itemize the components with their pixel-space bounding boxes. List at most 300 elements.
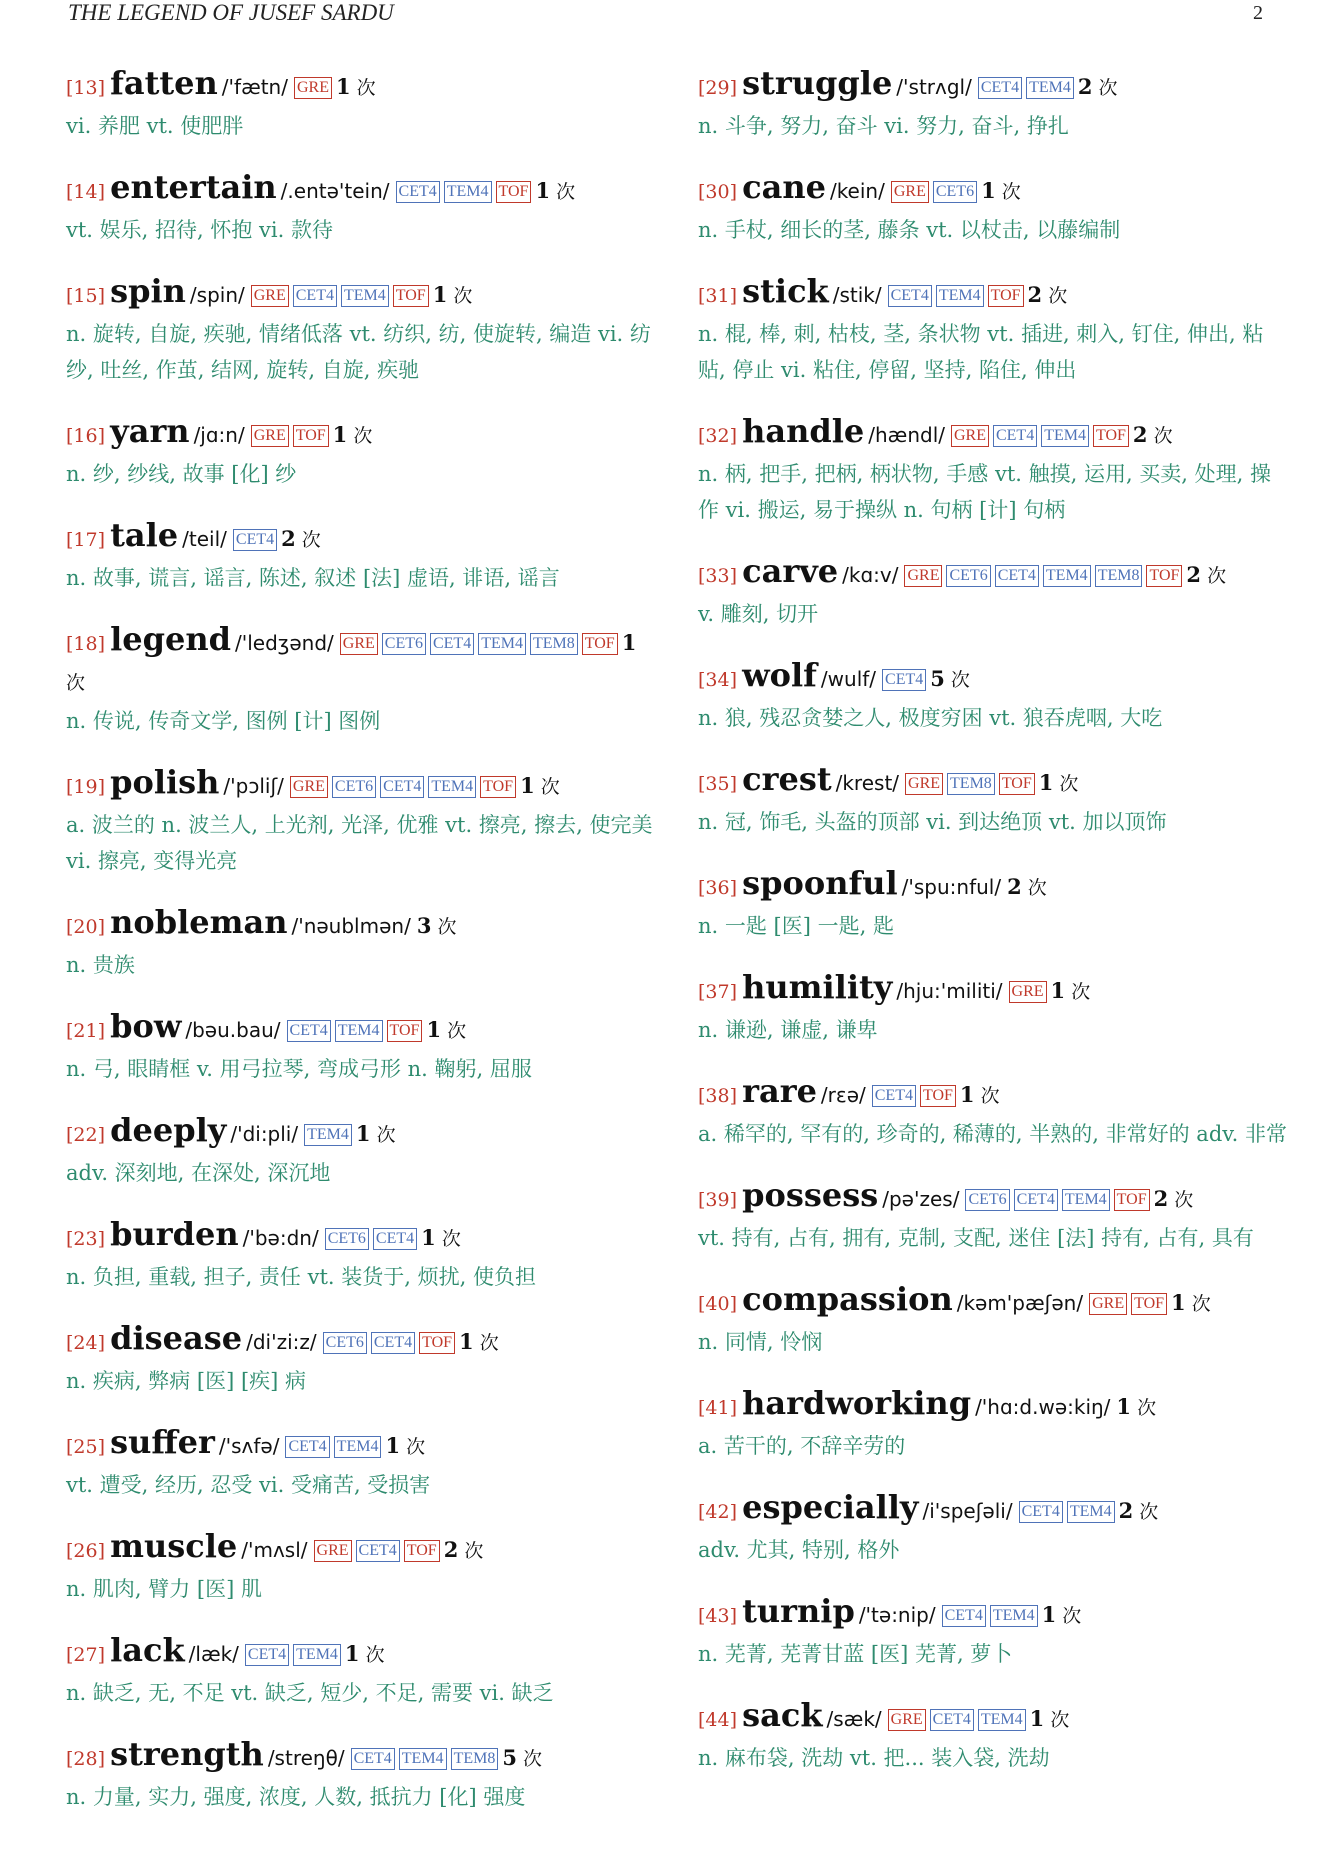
- phonetic: /spin/: [189, 283, 245, 307]
- definition: n. 缺乏, 无, 不足 vt. 缺乏, 短少, 不足, 需要 vi. 缺乏: [66, 1681, 554, 1705]
- definition: n. 故事, 谎言, 谣言, 陈述, 叙述 [法] 虚语, 诽语, 谣言: [66, 566, 560, 590]
- count-suffix: 次: [356, 77, 376, 99]
- occurrence-count: [332, 422, 373, 447]
- definition: vt. 娱乐, 招待, 怀抱 vi. 款待: [66, 218, 333, 242]
- definition: vi. 养肥 vt. 使肥胖: [66, 114, 244, 138]
- entry-headline: [66, 1631, 656, 1675]
- entry-headline: [66, 1423, 656, 1467]
- headword: fatten: [110, 64, 218, 102]
- count-suffix: 次: [1050, 1709, 1070, 1731]
- entry-index: [15]: [66, 285, 106, 307]
- exam-tag: CET4: [287, 1020, 331, 1042]
- headword: nobleman: [110, 903, 288, 941]
- entry-headline: [66, 1735, 656, 1779]
- entry-headline: [698, 1072, 1288, 1116]
- occurrence-count: [355, 1121, 396, 1146]
- exam-tag: CET4: [356, 1540, 400, 1562]
- exam-tag: TOF: [293, 425, 329, 447]
- occurrence-count: [335, 74, 376, 99]
- count-suffix: 次: [1071, 981, 1091, 1003]
- vocab-entry: [66, 516, 656, 596]
- entry-index: [25]: [66, 1436, 106, 1458]
- exam-tag: CET4: [430, 633, 474, 655]
- entry-headline: [66, 1215, 656, 1259]
- phonetic: /stik/: [832, 283, 882, 307]
- count-suffix: 次: [66, 672, 86, 694]
- definition: n. 贵族: [66, 953, 135, 977]
- entry-index: [43]: [698, 1605, 738, 1627]
- definition: adv. 尤其, 特别, 格外: [698, 1538, 900, 1562]
- phonetic: /i'speʃəli/: [922, 1499, 1013, 1523]
- occurrence-count: [344, 1641, 385, 1666]
- vocab-entry: [698, 1072, 1288, 1152]
- headword: especially: [742, 1488, 919, 1526]
- phonetic: /sæk/: [826, 1707, 882, 1731]
- entry-headline: [698, 968, 1288, 1012]
- count-suffix: 次: [523, 1748, 543, 1770]
- count-suffix: 次: [1098, 77, 1118, 99]
- exam-tag: TEM8: [1095, 565, 1143, 587]
- entry-headline: [698, 552, 1288, 596]
- occurrence-count: [1041, 1602, 1082, 1627]
- phonetic: /læk/: [188, 1642, 239, 1666]
- count-number: 1: [1038, 770, 1054, 795]
- headword: sack: [742, 1696, 823, 1734]
- entry-headline: [66, 1007, 656, 1051]
- entry-headline: [698, 1280, 1288, 1324]
- count-number: 3: [416, 913, 432, 938]
- count-suffix: 次: [376, 1124, 396, 1146]
- exam-tag: CET6: [323, 1332, 367, 1354]
- phonetic: /'pɔliʃ/: [223, 774, 284, 798]
- occurrence-count: [459, 1329, 499, 1354]
- count-number: 1: [355, 1121, 371, 1146]
- exam-tag: CET4: [396, 181, 440, 203]
- phonetic: /teil/: [182, 527, 227, 551]
- phonetic: /'hɑ:d.wə:kiŋ/: [975, 1395, 1111, 1419]
- entry-headline: [698, 412, 1288, 456]
- count-suffix: 次: [556, 181, 576, 203]
- count-suffix: 次: [437, 916, 457, 938]
- count-number: 2: [1077, 74, 1093, 99]
- occurrence-count: [416, 913, 457, 938]
- headword: yarn: [110, 412, 190, 450]
- exam-tag: GRE: [1089, 1293, 1127, 1315]
- entry-index: [40]: [698, 1293, 738, 1315]
- entry-index: [37]: [698, 981, 738, 1003]
- vocab-entry: [698, 272, 1288, 388]
- count-suffix: 次: [441, 1228, 461, 1250]
- occurrence-count: [1116, 1394, 1157, 1419]
- definition: n. 斗争, 努力, 奋斗 vi. 努力, 奋斗, 挣扎: [698, 114, 1069, 138]
- vocab-entry: [698, 1696, 1288, 1776]
- definition: n. 芜菁, 芜菁甘蓝 [医] 芜菁, 萝卜: [698, 1642, 1013, 1666]
- entry-index: [13]: [66, 77, 106, 99]
- vocab-entry: [698, 1176, 1288, 1256]
- headword: rare: [742, 1072, 817, 1110]
- vocab-entry: [66, 1631, 656, 1711]
- exam-tag: TOF: [1131, 1293, 1167, 1315]
- entry-index: [18]: [66, 633, 106, 655]
- phonetic: /kəm'pæʃən/: [956, 1291, 1084, 1315]
- entry-headline: [66, 903, 656, 947]
- count-number: 1: [421, 1225, 436, 1250]
- exam-tag: GRE: [891, 181, 929, 203]
- headword: deeply: [110, 1111, 227, 1149]
- definition: vt. 持有, 占有, 拥有, 克制, 支配, 迷住 [法] 持有, 占有, 具有: [698, 1226, 1254, 1250]
- occurrence-count: [1077, 74, 1118, 99]
- headword: tale: [110, 516, 179, 554]
- headword: compassion: [742, 1280, 953, 1318]
- entry-index: [29]: [698, 77, 738, 99]
- vocab-entry: [66, 1527, 656, 1607]
- definition: n. 传说, 传奇文学, 图例 [计] 图例: [66, 709, 381, 733]
- exam-tag: TOF: [404, 1540, 440, 1562]
- count-suffix: 次: [1207, 565, 1227, 587]
- definition: n. 柄, 把手, 把柄, 柄状物, 手感 vt. 触摸, 运用, 买卖, 处理, 操作 vi. 搬运, 易于操纵 n. 句柄 [计] 句柄: [698, 462, 1272, 522]
- headword: struggle: [742, 64, 893, 102]
- exam-tag: TEM4: [428, 776, 476, 798]
- headword: spoonful: [742, 864, 898, 902]
- count-number: 1: [385, 1433, 401, 1458]
- count-suffix: 次: [540, 776, 560, 798]
- exam-tag: TOF: [1093, 425, 1129, 447]
- exam-tag: GRE: [888, 1709, 926, 1731]
- entry-index: [38]: [698, 1085, 738, 1107]
- count-suffix: 次: [1174, 1189, 1194, 1211]
- occurrence-count: [1186, 562, 1227, 587]
- phonetic: /'ledʒənd/: [235, 631, 334, 655]
- vocab-entry: [698, 168, 1288, 248]
- headword: polish: [110, 763, 220, 801]
- count-number: 1: [344, 1641, 360, 1666]
- entry-headline: [66, 272, 656, 316]
- headword: cane: [742, 168, 826, 206]
- entry-index: [36]: [698, 877, 738, 899]
- exam-tag: CET4: [380, 776, 424, 798]
- count-number: 1: [432, 282, 448, 307]
- definition: adv. 深刻地, 在深处, 深沉地: [66, 1161, 331, 1185]
- entry-headline: [698, 656, 1288, 700]
- entry-index: [14]: [66, 181, 106, 203]
- count-number: 1: [1171, 1290, 1186, 1315]
- definition: n. 棍, 棒, 刺, 枯枝, 茎, 条状物 vt. 插进, 刺入, 钉住, 伸出, 粘贴, 停止 vi. 粘住, 停留, 坚持, 陷住, 伸出: [698, 322, 1264, 382]
- vocab-entry: [698, 412, 1288, 528]
- exam-tag: CET6: [946, 565, 990, 587]
- exam-tag: CET4: [351, 1748, 395, 1770]
- exam-tag: CET4: [293, 285, 337, 307]
- exam-tag: CET4: [995, 565, 1039, 587]
- phonetic: /'nəublmən/: [291, 914, 411, 938]
- count-suffix: 次: [1027, 877, 1047, 899]
- vocab-entry: [698, 64, 1288, 144]
- headword: lack: [110, 1631, 185, 1669]
- exam-tag: CET4: [872, 1085, 916, 1107]
- count-suffix: 次: [1062, 1605, 1082, 1627]
- exam-tag: TOF: [920, 1085, 956, 1107]
- vocab-entry: [66, 903, 656, 983]
- exam-tag: TOF: [1146, 565, 1182, 587]
- definition: a. 苦干的, 不辞辛劳的: [698, 1434, 906, 1458]
- vocab-entry: [698, 552, 1288, 632]
- headword: hardworking: [742, 1384, 972, 1422]
- vocab-entry: [66, 1215, 656, 1295]
- occurrence-count: [535, 178, 576, 203]
- headword: disease: [110, 1319, 243, 1357]
- phonetic: /krest/: [835, 771, 900, 795]
- entry-headline: [698, 1696, 1288, 1740]
- entry-headline: [66, 64, 656, 108]
- entry-index: [24]: [66, 1332, 106, 1354]
- phonetic: /kein/: [829, 179, 885, 203]
- entry-index: [23]: [66, 1228, 106, 1250]
- entry-index: [30]: [698, 181, 738, 203]
- definition: n. 纱, 纱线, 故事 [化] 纱: [66, 462, 297, 486]
- occurrence-count: [1050, 978, 1091, 1003]
- exam-tag: CET4: [942, 1605, 986, 1627]
- entry-headline: [698, 168, 1288, 212]
- occurrence-count: [1132, 422, 1173, 447]
- exam-tag: TOF: [480, 776, 516, 798]
- definition: vt. 遭受, 经历, 忍受 vi. 受痛苦, 受损害: [66, 1473, 431, 1497]
- vocab-entry: [66, 1007, 656, 1087]
- entry-headline: [66, 1319, 656, 1363]
- count-number: 2: [1007, 874, 1022, 899]
- exam-tag: CET4: [993, 425, 1037, 447]
- count-number: 2: [1153, 1186, 1169, 1211]
- entry-index: [28]: [66, 1748, 106, 1770]
- count-number: 2: [281, 526, 296, 551]
- definition: n. 旋转, 自旋, 疾驰, 情绪低落 vt. 纺织, 纺, 使旋转, 编造 vi. 纺纱, 吐丝, 作茧, 结网, 旋转, 自旋, 疾驰: [66, 322, 651, 382]
- entry-index: [44]: [698, 1709, 738, 1731]
- exam-tag: GRE: [904, 565, 942, 587]
- entry-headline: [66, 412, 656, 456]
- entry-headline: [698, 272, 1288, 316]
- entry-headline: [66, 516, 656, 560]
- exam-tag: TOF: [496, 181, 532, 203]
- headword: carve: [742, 552, 839, 590]
- occurrence-count: [1027, 282, 1068, 307]
- headword: entertain: [110, 168, 277, 206]
- exam-tag: GRE: [251, 425, 289, 447]
- count-suffix: 次: [1153, 425, 1173, 447]
- occurrence-count: [520, 773, 560, 798]
- occurrence-count: [1007, 874, 1047, 899]
- exam-tag: TOF: [582, 633, 618, 655]
- vocab-entry: [698, 1280, 1288, 1360]
- vocab-entry: [66, 1423, 656, 1503]
- exam-tag: TEM4: [1026, 77, 1074, 99]
- exam-tag: CET4: [285, 1436, 329, 1458]
- exam-tag: CET6: [965, 1189, 1009, 1211]
- count-number: 1: [459, 1329, 474, 1354]
- definition: n. 同情, 怜悯: [698, 1330, 823, 1354]
- occurrence-count: [1153, 1186, 1194, 1211]
- exam-tag: GRE: [905, 773, 943, 795]
- count-number: 2: [1027, 282, 1043, 307]
- phonetic: /'tə:nip/: [858, 1603, 936, 1627]
- exam-tag: CET6: [325, 1228, 369, 1250]
- count-suffix: 次: [406, 1436, 426, 1458]
- count-number: 1: [520, 773, 535, 798]
- phonetic: /di'zi:z/: [246, 1330, 317, 1354]
- phonetic: /hju:'militi/: [896, 979, 1003, 1003]
- count-number: 1: [1116, 1394, 1132, 1419]
- exam-tag: CET6: [382, 633, 426, 655]
- exam-tag: TOF: [988, 285, 1024, 307]
- definition: n. 谦逊, 谦虚, 谦卑: [698, 1018, 878, 1042]
- count-number: 2: [1186, 562, 1202, 587]
- entry-headline: [698, 1176, 1288, 1220]
- exam-tag: GRE: [951, 425, 989, 447]
- entry-index: [26]: [66, 1540, 106, 1562]
- page-number: 2: [1253, 2, 1263, 24]
- left-column: [66, 64, 656, 1839]
- definition: n. 手杖, 细长的茎, 藤条 vt. 以杖击, 以藤编制: [698, 218, 1121, 242]
- count-suffix: 次: [1139, 1501, 1159, 1523]
- vocab-entry: [66, 64, 656, 144]
- vocab-entry: [698, 656, 1288, 736]
- vocab-entry: [698, 1488, 1288, 1568]
- exam-tag: CET4: [930, 1709, 974, 1731]
- occurrence-count: [981, 178, 1021, 203]
- phonetic: /'fætn/: [221, 75, 288, 99]
- entry-headline: [698, 864, 1288, 908]
- exam-tag: TEM4: [478, 633, 526, 655]
- count-number: 1: [1041, 1602, 1057, 1627]
- exam-tag: TEM8: [947, 773, 995, 795]
- count-suffix: 次: [1059, 773, 1079, 795]
- entry-index: [34]: [698, 669, 738, 691]
- entry-index: [35]: [698, 773, 738, 795]
- occurrence-count: [1118, 1498, 1159, 1523]
- count-suffix: 次: [353, 425, 373, 447]
- right-column: [698, 64, 1288, 1800]
- exam-tag: TOF: [393, 285, 429, 307]
- count-number: 2: [1118, 1498, 1134, 1523]
- definition: n. 麻布袋, 洗劫 vt. 把... 装入袋, 洗劫: [698, 1746, 1050, 1770]
- occurrence-count: [1038, 770, 1079, 795]
- headword: turnip: [742, 1592, 855, 1630]
- count-number: 1: [332, 422, 348, 447]
- count-number: 1: [959, 1082, 975, 1107]
- vocab-entry: [66, 168, 656, 248]
- vocab-entry: [698, 760, 1288, 840]
- headword: wolf: [742, 656, 817, 694]
- exam-tag: GRE: [1009, 981, 1047, 1003]
- phonetic: /hændl/: [868, 423, 945, 447]
- occurrence-count: [385, 1433, 426, 1458]
- entry-headline: [698, 1384, 1288, 1428]
- count-suffix: 次: [464, 1540, 484, 1562]
- vocab-entry: [66, 412, 656, 492]
- occurrence-count: [502, 1745, 543, 1770]
- exam-tag: CET6: [332, 776, 376, 798]
- phonetic: /pə'zes/: [882, 1187, 960, 1211]
- headword: bow: [110, 1007, 182, 1045]
- phonetic: /'spu:nful/: [901, 875, 1002, 899]
- exam-tag: CET4: [882, 669, 926, 691]
- definition: n. 疾病, 弊病 [医] [疾] 病: [66, 1369, 307, 1393]
- headword: muscle: [110, 1527, 238, 1565]
- definition: n. 一匙 [医] 一匙, 匙: [698, 914, 894, 938]
- count-number: 5: [930, 666, 945, 691]
- exam-tag: TEM4: [444, 181, 492, 203]
- entry-index: [41]: [698, 1397, 738, 1419]
- entry-headline: [66, 1111, 656, 1155]
- exam-tag: TEM4: [1067, 1501, 1115, 1523]
- occurrence-count: [281, 526, 321, 551]
- exam-tag: TEM4: [1062, 1189, 1110, 1211]
- count-suffix: 次: [365, 1644, 385, 1666]
- exam-tag: TEM4: [990, 1605, 1038, 1627]
- occurrence-count: [421, 1225, 461, 1250]
- count-number: 1: [335, 74, 351, 99]
- occurrence-count: [1029, 1706, 1070, 1731]
- exam-tag: TEM8: [451, 1748, 499, 1770]
- entry-headline: [698, 1592, 1288, 1636]
- count-number: 5: [502, 1745, 517, 1770]
- headword: humility: [742, 968, 893, 1006]
- exam-tag: CET4: [245, 1644, 289, 1666]
- headword: suffer: [110, 1423, 215, 1461]
- headword: stick: [742, 272, 829, 310]
- exam-tag: CET4: [888, 285, 932, 307]
- phonetic: /rεə/: [820, 1083, 866, 1107]
- count-suffix: 次: [301, 529, 321, 551]
- phonetic: /'sʌfə/: [218, 1434, 280, 1458]
- entry-index: [31]: [698, 285, 738, 307]
- entry-index: [22]: [66, 1124, 106, 1146]
- entry-headline: [698, 760, 1288, 804]
- exam-tag: TEM4: [978, 1709, 1026, 1731]
- running-header-title: THE LEGEND OF JUSEF SARDU: [68, 0, 394, 25]
- exam-tag: CET6: [933, 181, 977, 203]
- count-number: 2: [1132, 422, 1148, 447]
- exam-tag: CET4: [371, 1332, 415, 1354]
- entry-index: [42]: [698, 1501, 738, 1523]
- entry-index: [21]: [66, 1020, 106, 1042]
- headword: spin: [110, 272, 186, 310]
- count-suffix: 次: [950, 669, 970, 691]
- definition: n. 肌肉, 臂力 [医] 肌: [66, 1577, 262, 1601]
- headword: handle: [742, 412, 865, 450]
- exam-tag: GRE: [340, 633, 378, 655]
- exam-tag: TEM4: [304, 1124, 352, 1146]
- exam-tag: CET4: [373, 1228, 417, 1250]
- exam-tag: GRE: [290, 776, 328, 798]
- phonetic: /kɑ:v/: [842, 563, 899, 587]
- exam-tag: TOF: [419, 1332, 455, 1354]
- headword: crest: [742, 760, 832, 798]
- phonetic: /.entə'tein/: [280, 179, 390, 203]
- exam-tag: GRE: [251, 285, 289, 307]
- definition: n. 负担, 重载, 担子, 责任 vt. 装货于, 烦扰, 使负担: [66, 1265, 536, 1289]
- vocab-entry: [66, 1319, 656, 1399]
- count-number: 1: [426, 1017, 442, 1042]
- count-suffix: 次: [447, 1020, 467, 1042]
- vocab-entry: [66, 272, 656, 388]
- occurrence-count: [443, 1537, 484, 1562]
- count-suffix: 次: [1137, 1397, 1157, 1419]
- phonetic: /'di:pli/: [230, 1122, 299, 1146]
- exam-tag: TEM8: [530, 633, 578, 655]
- exam-tag: GRE: [294, 77, 332, 99]
- exam-tag: TEM4: [335, 1020, 383, 1042]
- definition: a. 稀罕的, 罕有的, 珍奇的, 稀薄的, 半熟的, 非常好的 adv. 非常: [698, 1122, 1287, 1146]
- count-number: 1: [981, 178, 996, 203]
- count-number: 1: [621, 630, 637, 655]
